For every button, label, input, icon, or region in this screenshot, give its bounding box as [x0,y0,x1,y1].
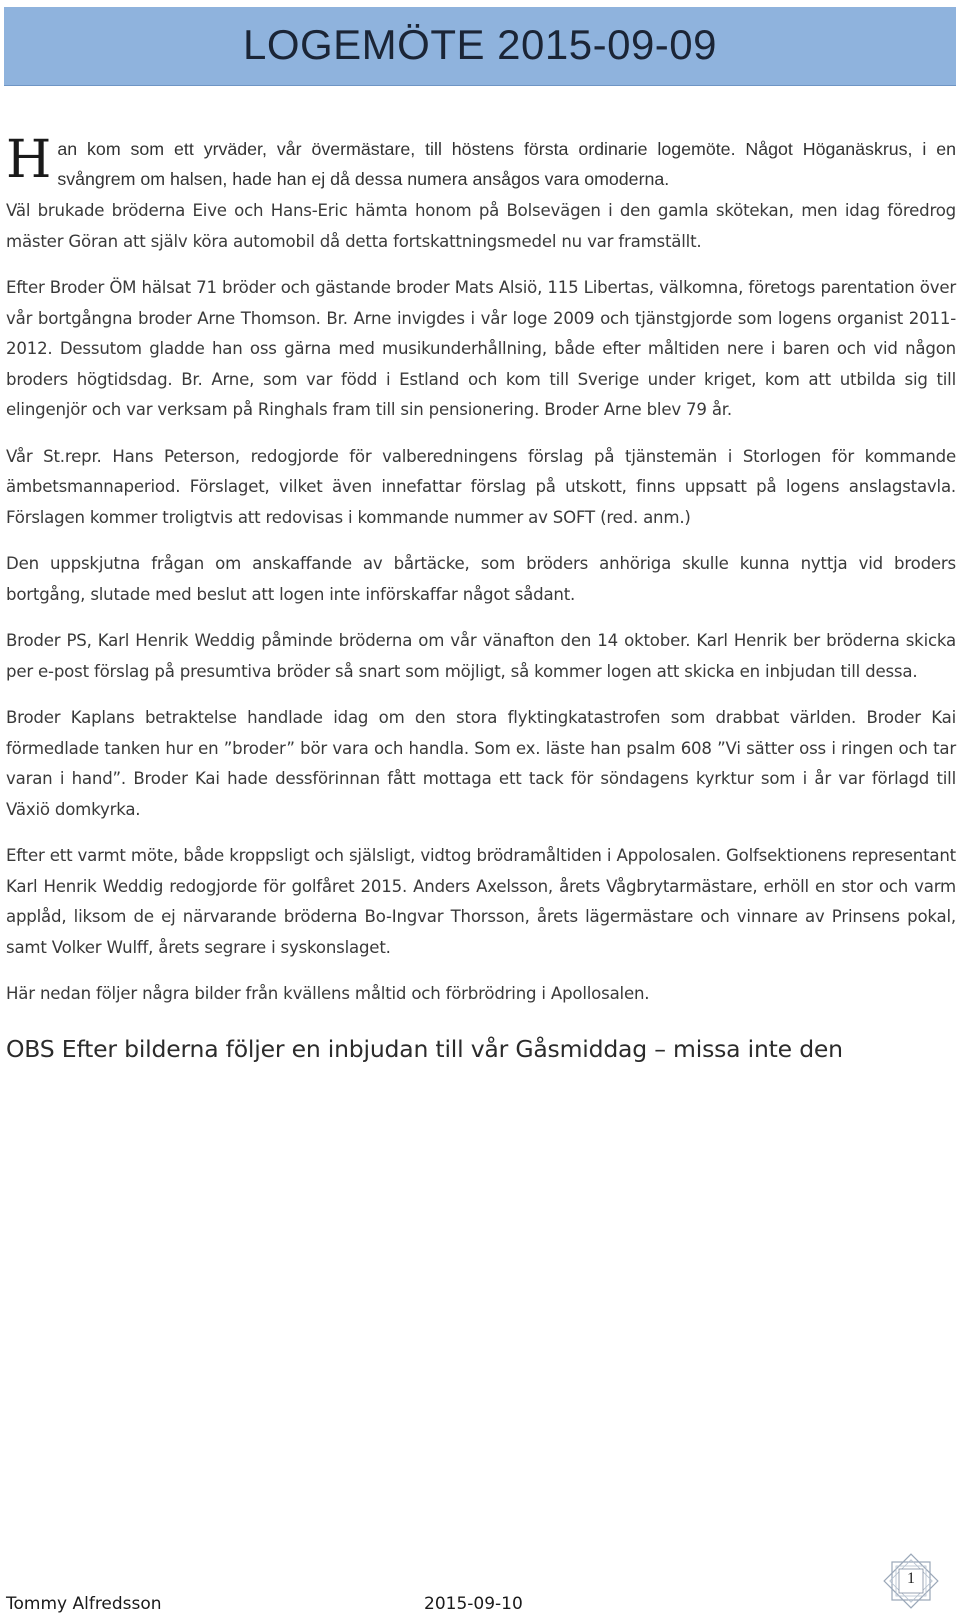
page-title: LOGEMÖTE 2015-09-09 [242,21,718,68]
paragraph-gap [6,257,956,273]
paragraph-gap [6,825,956,841]
paragraph-vanafton: Broder PS, Karl Henrik Weddig påminde bröderna om vår vänafton den 14 oktober. Karl Henrik ber bröderna skicka per e-post förslag på presumtiva bröder så snart som möjligt, så kommer logen att skicka en inbjudan till dessa. [6,631,956,681]
paragraph-bilder: Här nedan följer några bilder från kvällens måltid och förbrödring i Apollosalen. [6,984,650,1003]
paragraph-bartacke: Den uppskjutna frågan om anskaffande av bårtäcke, som bröders anhöriga skulle kunna nyttja vid broders bortgång, slutade med beslut att logen inte införskaffar något sådant. [6,554,956,604]
paragraph-gap [6,610,956,626]
obs-note: OBS Efter bilderna följer en inbjudan till vår Gåsmiddag – missa inte den [6,1034,843,1063]
intro-paragraph [6,130,956,194]
paragraph-gap [6,687,956,703]
article-body [6,130,956,1066]
paragraph-betraktelse: Broder Kaplans betraktelse handlade idag om den stora flyktingkatastrofen som drabbat världen. Broder Kai förmedlade tanken hur en ”broder” bör vara och handla. Som ex. läste han psalm 608 ”Vi sätter oss i ringen och tar varan i hand”. Broder Kai hade dessförinnan fått mottaga ett tack för söndagens kyrktur som i år var förlagd till Växiö domkyrka. [6,708,956,819]
drop-cap: H [6,130,52,190]
intro-continued: Väl brukade bröderna Eive och Hans-Eric hämta honom på Bolsevägen i den gamla skötekan, men idag föredrog mäster Göran att själv köra automobil då detta fortskattningsmedel nu var framställt. [6,201,956,251]
paragraph-valberedning: Vår St.repr. Hans Peterson, redogjorde för valberedningens förslag på tjänstemän i Storlogen för kommande ämbetsmannaperiod. Förslaget, vilket även innefattar förslag på utskott, finns uppsatt på logens anslagstavla. Förslagen kommer troligtvis att redovisas i kommande nummer av SOFT (red. anm.) [6,446,956,527]
paragraph-gap [6,533,956,549]
footer-date: 2015-09-10 [424,1594,523,1614]
paragraph-gap [6,426,956,442]
paragraph-gap [6,963,956,979]
intro-text: an kom som ett yrväder, vår övermästare, till höstens första ordinarie logemöte. Något Höganäskrus, i en svångrem om halsen, hade han ej då dessa numera ansågos vara omoderna. [57,139,956,189]
paragraph-parentation: Efter Broder ÖM hälsat 71 bröder och gästande broder Mats Alsiö, 115 Libertas, välkomna, företogs parentation över vår bortgångna broder Arne Thomson. Br. Arne invigdes i vår loge 2009 och tjänstgjorde som logens organist 2011-2012. Dessutom gladde han oss gärna med musikunderhållning, både efter måltiden nere i baren och vid någon broders högtidsdag. Br. Arne, som var född i Estland och kom till Sverige under kriget, kom att utbilda sig till elingenjör och var verksam på Ringhals fram till sin pensionering. Broder Arne blev 79 år. [6,278,956,419]
page-number-badge [880,1550,942,1612]
page-number: 1 [907,1570,915,1587]
paragraph-bromaltid: Efter ett varmt möte, både kroppsligt och själsligt, vidtog brödramåltiden i Appolosalen. Golfsektionens representant Karl Henrik Weddig redogjorde för golfåret 2015. Anders Axelsson, årets Vågbrytarmästare, erhöll en stor och varm applåd, liksom de ej närvarande bröderna Bo-Ingvar Thorsson, årets lägermästare och vinnare av Prinsens pokal, samt Volker Wulff, årets segrare i syskonslaget. [6,846,956,957]
title-banner [4,7,956,86]
footer-author: Tommy Alfredsson [6,1594,162,1614]
